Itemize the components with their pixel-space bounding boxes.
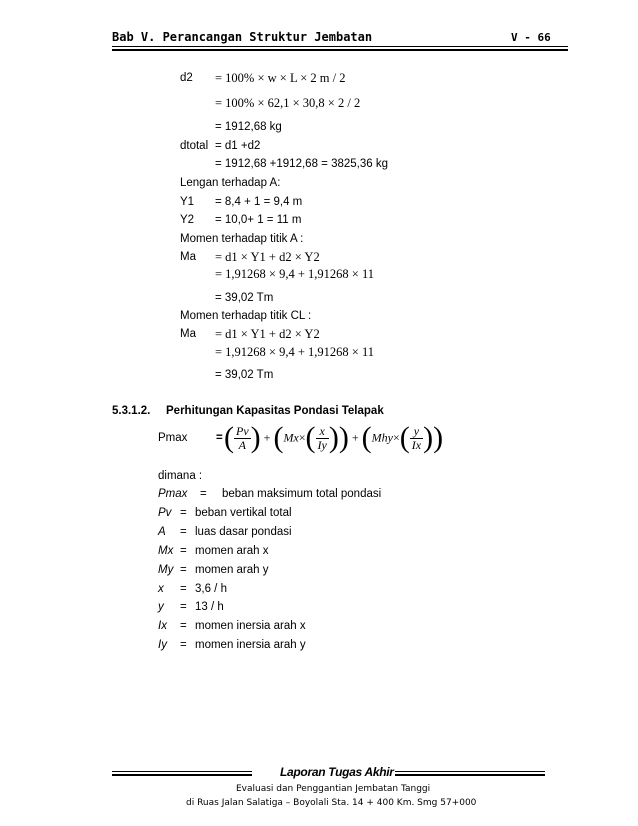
definition-description: momen arah y	[195, 563, 269, 576]
times-1: ×	[298, 430, 306, 445]
plus-2: +	[351, 430, 359, 445]
definition-symbol: Ix	[158, 620, 167, 633]
definition-equals: =	[180, 639, 187, 652]
y2-label: Y2	[180, 214, 195, 226]
ma1-formula: = d1 × Y1 + d2 × Y2	[215, 250, 320, 264]
pmax-formula: ( $\frac{Pv}{A}$ ) + (Mx×( $\frac{x}{Iy}$ )) + (Mhy×( $\frac{y}{Ix}$ ))	[224, 421, 444, 454]
ma1-result: = 39,02 Tm	[215, 292, 274, 304]
definition-symbol: A	[158, 525, 166, 538]
definition-equals: =	[200, 488, 207, 500]
times-2: ×	[392, 430, 400, 445]
pmax-equals: =	[216, 432, 223, 444]
ma1-label: Ma	[180, 251, 196, 263]
mx-symbol: Mx	[283, 430, 299, 445]
header-rule-thin	[112, 46, 568, 47]
header-title: Bab V. Perancangan Struktur Jembatan	[112, 30, 373, 44]
definition-symbol: Mx	[158, 544, 174, 557]
definition-equals: =	[180, 563, 187, 576]
lengan-title: Lengan terhadap A:	[180, 177, 281, 189]
footer-title: Laporan Tugas Akhir	[280, 765, 394, 779]
d2-substitution: = 100% × 62,1 × 30,8 × 2 / 2	[215, 96, 361, 110]
definition-description: beban vertikal total	[195, 506, 292, 519]
dtotal-label: dtotal	[180, 140, 209, 152]
y2-value: = 10,0+ 1 = 11 m	[215, 214, 302, 226]
ma1-substitution: = 1,91268 × 9,4 + 1,91268 × 11	[215, 267, 374, 281]
my-symbol: Mhy	[371, 430, 393, 445]
footer-line-1: Evaluasi dan Penggantian Jembatan Tanggi	[236, 784, 431, 794]
ma2-label: Ma	[180, 328, 196, 340]
definition-description: 13 / h	[195, 601, 224, 614]
definition-description: momen arah x	[195, 544, 269, 557]
definition-description: 3,6 / h	[195, 582, 227, 595]
y1-value: = 8,4 + 1 = 9,4 m	[215, 196, 303, 208]
f1-numerator: Pv	[236, 423, 249, 438]
definition-description: luas dasar pondasi	[195, 525, 292, 538]
definition-equals: =	[180, 506, 187, 519]
definition-symbol: x	[158, 582, 164, 595]
pmax-label: Pmax	[158, 432, 188, 444]
plus-1: +	[263, 430, 271, 445]
definition-description: beban maksimum total pondasi	[222, 488, 382, 500]
footer-rule-right-thick	[395, 774, 545, 776]
f3-numerator: y	[410, 425, 423, 439]
definition-symbol: Pv	[158, 506, 172, 519]
f1-denominator: A	[238, 437, 246, 452]
footer-line-2: di Ruas Jalan Salatiga – Boyolali Sta. 14 + 400 Km. Smg 57+000	[186, 798, 477, 808]
section-number: 5.3.1.2.	[112, 405, 151, 417]
definition-equals: =	[180, 582, 187, 595]
d2-label: d2	[180, 72, 193, 84]
ma2-result: = 39,02 Tm	[215, 369, 274, 381]
f2-numerator: x	[316, 425, 329, 439]
definition-symbol: Iy	[158, 639, 167, 652]
ma2-substitution: = 1,91268 × 9,4 + 1,91268 × 11	[215, 345, 374, 359]
dtotal-result: = 1912,68 +1912,68 = 3825,36 kg	[215, 158, 388, 170]
definition-equals: =	[180, 601, 187, 614]
footer-rule-left-thick	[112, 774, 252, 776]
definition-equals: =	[180, 525, 187, 538]
page-number: V - 66	[511, 31, 551, 44]
dtotal-formula: = d1 +d2	[215, 140, 261, 152]
definition-symbol: Pmax	[158, 488, 188, 500]
footer-rule-left-thin	[112, 771, 252, 772]
d2-result: = 1912,68 kg	[215, 121, 282, 133]
header-rule-thick	[112, 49, 568, 51]
y1-label: Y1	[180, 196, 195, 208]
definition-description: momen inersia arah y	[195, 639, 306, 652]
definition-equals: =	[180, 620, 187, 633]
d2-formula: = 100% × w × L × 2 m / 2	[215, 71, 346, 85]
definition-description: momen inersia arah x	[195, 620, 306, 633]
definition-symbol: y	[158, 601, 164, 614]
momen-cl-title: Momen terhadap titik CL :	[180, 310, 312, 322]
f2-denominator: Iy	[317, 437, 327, 452]
section-title: Perhitungan Kapasitas Pondasi Telapak	[166, 405, 384, 417]
dimana-label: dimana :	[158, 470, 203, 482]
momen-a-title: Momen terhadap titik A :	[180, 233, 304, 245]
f3-denominator: Ix	[411, 437, 422, 452]
ma2-formula: = d1 × Y1 + d2 × Y2	[215, 327, 320, 341]
definition-equals: =	[180, 544, 187, 557]
definition-symbol: My	[158, 563, 174, 576]
footer-rule-right-thin	[395, 771, 545, 772]
